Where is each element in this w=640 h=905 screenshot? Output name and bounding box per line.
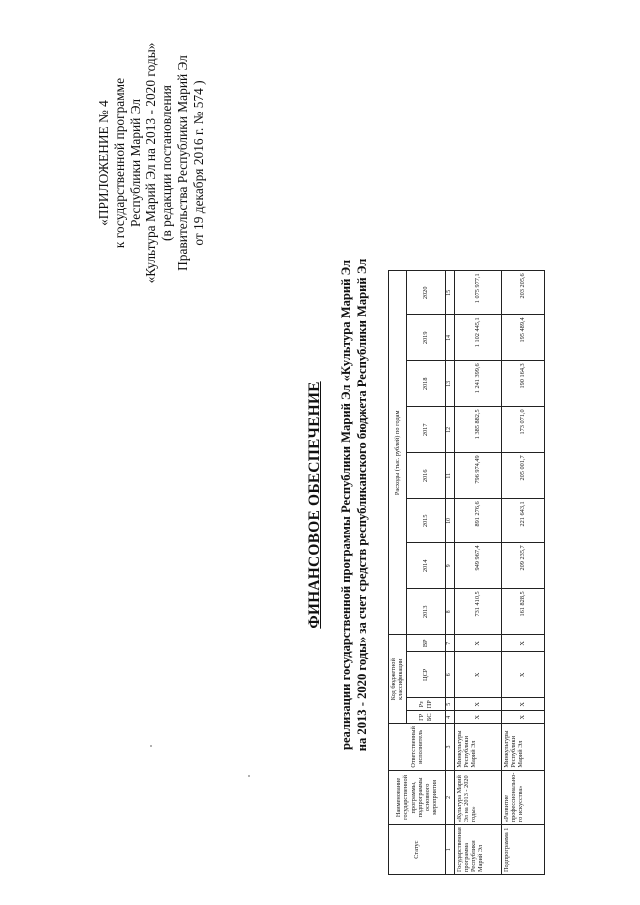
row-value: 173 071,0 [501, 407, 544, 453]
header-year: 2018 [406, 361, 445, 407]
row-value: 1 075 977,1 [454, 271, 501, 315]
header-year: 2016 [406, 453, 445, 499]
row-value: 203 205,6 [501, 271, 544, 315]
row-value: 1 241 399,6 [454, 361, 501, 407]
row-vr: X [454, 635, 501, 652]
column-number: 7 [445, 635, 454, 652]
column-number: 4 [445, 711, 454, 724]
column-number: 5 [445, 698, 454, 711]
row-value: 209 235,7 [501, 543, 544, 589]
row-rzpr: X [501, 698, 544, 711]
header-budget-code: Код бюджетной классификации [389, 635, 407, 724]
header-year: 2017 [406, 407, 445, 453]
table-row [454, 271, 501, 875]
column-number: 1 [445, 825, 454, 875]
row-value: 221 643,1 [501, 499, 544, 543]
header-executor: Ответственный исполнитель [389, 724, 446, 770]
row-name: «Культура Марий Эл на 2013 - 2020 годы» [454, 770, 501, 825]
column-number: 6 [445, 652, 454, 698]
header-vr: ВР [406, 635, 445, 652]
appendix-line: от 19 декабря 2016 г. № 574 ) [190, 80, 206, 246]
document-heading [306, 225, 370, 785]
appendix-line: Республики Марий Эл [127, 98, 143, 228]
appendix-line: «Культура Марий Эл на 2013 - 2020 годы» [143, 42, 159, 284]
appendix-line: Правительства Республики Марий Эл [174, 55, 190, 271]
row-value: 161 828,5 [501, 589, 544, 635]
scan-speck [248, 775, 250, 777]
header-expenses: Расходы (тыс. рублей) по годам [389, 271, 407, 635]
header-year: 2013 [406, 589, 445, 635]
column-number: 10 [445, 499, 454, 543]
row-value: 195 489,4 [501, 315, 544, 361]
header-grbs: ГР БС [406, 711, 445, 724]
appendix-line: к государственной программе [111, 77, 127, 249]
row-value: 949 967,4 [454, 543, 501, 589]
column-number: 13 [445, 361, 454, 407]
table-row [501, 271, 544, 875]
row-value: 891 276,6 [454, 499, 501, 543]
header-year: 2015 [406, 499, 445, 543]
row-value: 205 001,7 [501, 453, 544, 499]
column-number: 14 [445, 315, 454, 361]
row-status: Государственная программа Республики Марий Эл [454, 825, 501, 875]
column-number-row [445, 271, 454, 875]
row-executor: Минкультуры Республики Марий Эл [454, 724, 501, 770]
row-vr: X [501, 635, 544, 652]
row-value: 796 974,49 [454, 453, 501, 499]
row-value: 731 410,5 [454, 589, 501, 635]
column-number: 3 [445, 724, 454, 770]
header-csr: ЦСР [406, 652, 445, 698]
header-name: Наименование государственной программы, подпрограммы основного мероприятия [389, 770, 446, 825]
row-status: Подпрограмма 1 [501, 825, 544, 875]
column-number: 2 [445, 770, 454, 825]
row-csr: X [501, 652, 544, 698]
column-number: 11 [445, 453, 454, 499]
row-grbs: X [501, 711, 544, 724]
subtitle-line: на 2013 - 2020 годы» за счет средств республиканского бюджета Республики Марий Эл [355, 258, 369, 752]
appendix-line: «ПРИЛОЖЕНИЕ № 4 [96, 100, 111, 226]
header-year: 2020 [406, 271, 445, 315]
row-grbs: X [454, 711, 501, 724]
row-value: 1 102 445,1 [454, 315, 501, 361]
header-year: 2019 [406, 315, 445, 361]
column-number: 12 [445, 407, 454, 453]
appendix-block [96, 3, 207, 323]
subtitle-line: реализации государственной программы Республики Марий Эл «Культура Марий Эл [339, 259, 353, 751]
header-status: Статус [389, 825, 446, 875]
row-rzpr: X [454, 698, 501, 711]
header-year: 2014 [406, 543, 445, 589]
document-title: ФИНАНСОВОЕ ОБЕСПЕЧЕНИЕ [306, 381, 323, 629]
row-csr: X [454, 652, 501, 698]
column-number: 8 [445, 589, 454, 635]
row-value: 1 385 882,5 [454, 407, 501, 453]
appendix-line: (в редакции постановления [159, 85, 175, 241]
column-number: 9 [445, 543, 454, 589]
header-rzpr: Рз ПР [406, 698, 445, 711]
scan-speck [150, 745, 152, 747]
row-value: 190 164,3 [501, 361, 544, 407]
financing-table [388, 270, 545, 875]
row-name: «Развитие профессионально-го искусства» [501, 770, 544, 825]
row-executor: Минкультуры Республики Марий Эл [501, 724, 544, 770]
column-number: 15 [445, 271, 454, 315]
